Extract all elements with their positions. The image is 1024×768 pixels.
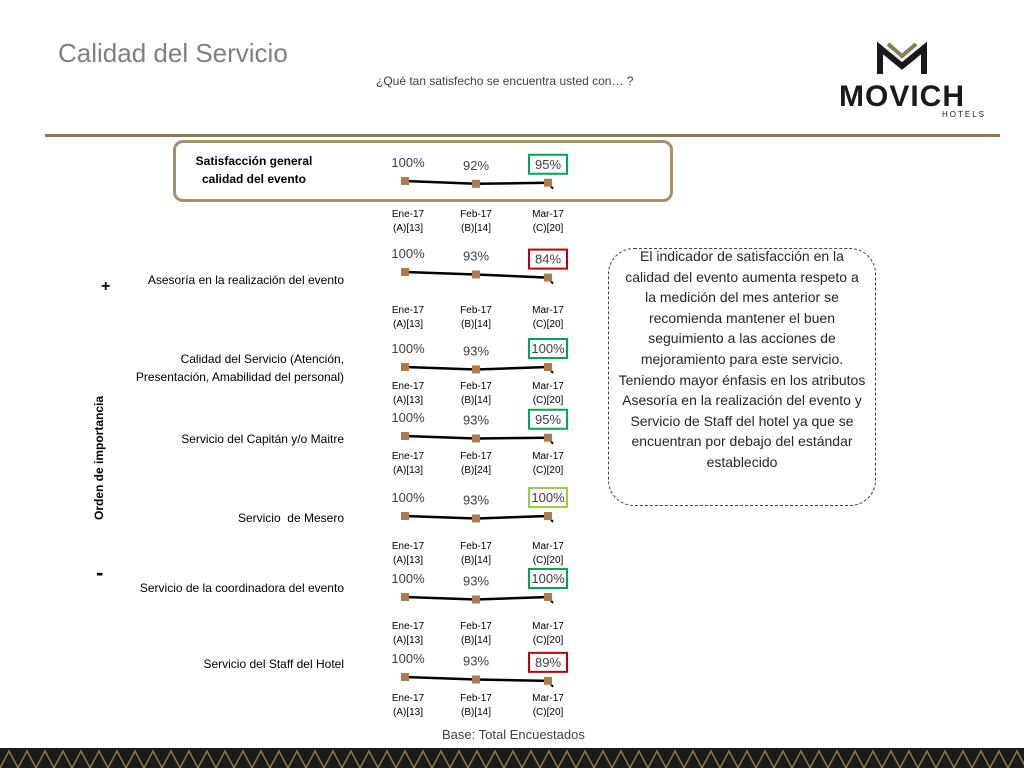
logo-subtitle: HOTELS [941, 110, 986, 119]
month-label: Ene-17 [391, 541, 425, 552]
data-point [401, 432, 409, 440]
data-point [544, 363, 552, 371]
base-label: (C)[20] [532, 707, 564, 718]
data-label: 93% [462, 492, 490, 508]
row-label-mesero: Servicio de Mesero [237, 511, 344, 525]
month-base-label [518, 540, 578, 568]
base-label: (B)[14] [460, 395, 491, 406]
data-point [401, 673, 409, 681]
month-base-label [518, 450, 578, 478]
month-base-label [518, 692, 578, 720]
data-point [544, 274, 552, 282]
data-label: 93% [462, 573, 490, 589]
month-base-label [378, 692, 438, 720]
month-base-label [518, 620, 578, 648]
decorative-bottom-band [0, 748, 1024, 768]
month-base-label [446, 208, 506, 236]
month-label: Mar-17 [532, 381, 564, 392]
month-base-label [518, 304, 578, 332]
data-label: 84% [534, 251, 562, 267]
base-label: (C)[20] [532, 465, 564, 476]
base-label: (B)[14] [460, 635, 491, 646]
base-label: (A)[13] [392, 635, 423, 646]
month-label: Mar-17 [532, 209, 564, 220]
data-label: 93% [462, 653, 490, 669]
importance-plus: + [101, 278, 111, 295]
data-point [401, 512, 409, 520]
data-label: 93% [462, 412, 490, 428]
month-label: Ene-17 [391, 693, 425, 704]
month-base-label [378, 304, 438, 332]
data-label: 95% [534, 156, 562, 172]
data-point [472, 180, 480, 188]
month-label: Mar-17 [532, 305, 564, 316]
month-label: Mar-17 [532, 621, 564, 632]
month-label: Ene-17 [391, 621, 425, 632]
base-label: (B)[14] [460, 555, 491, 566]
row-label-overall: Satisfacción general calidad del evento [195, 154, 313, 186]
base-label: (C)[20] [532, 555, 564, 566]
logo-name: MOVICH [839, 80, 965, 113]
data-label: 100% [391, 651, 425, 666]
data-label: 100% [391, 490, 425, 505]
base-label: (C)[20] [532, 223, 564, 234]
data-label: 100% [391, 410, 425, 425]
month-label: Ene-17 [391, 381, 425, 392]
month-label: Feb-17 [460, 305, 492, 316]
data-label: 89% [534, 654, 562, 670]
month-base-label [378, 620, 438, 648]
data-point [472, 595, 480, 603]
data-point [401, 593, 409, 601]
data-point [472, 514, 480, 522]
data-point [472, 365, 480, 373]
data-point [544, 179, 552, 187]
month-label: Feb-17 [460, 621, 492, 632]
month-base-label [378, 380, 438, 408]
month-label: Ene-17 [391, 305, 425, 316]
month-base-label [446, 692, 506, 720]
base-label: (A)[13] [392, 707, 423, 718]
data-label: 92% [462, 157, 490, 173]
data-label: 93% [462, 248, 490, 264]
month-label: Feb-17 [460, 541, 492, 552]
importance-minus: - [96, 560, 104, 585]
data-label: 100% [531, 571, 565, 586]
month-base-label [446, 620, 506, 648]
data-point [544, 677, 552, 685]
data-point [472, 434, 480, 442]
month-label: Feb-17 [460, 693, 492, 704]
base-label: (C)[20] [532, 319, 564, 330]
base-label: (C)[20] [532, 395, 564, 406]
data-label: 100% [531, 490, 565, 505]
data-label: 95% [534, 411, 562, 427]
month-base-label [446, 540, 506, 568]
question-subtitle: ¿Qué tan satisfecho se encuentra usted con… ? [376, 74, 634, 88]
row-label-calidad: Calidad del Servicio (Atención, Presentación, Amabilidad del personal) [135, 352, 344, 384]
month-label: Mar-17 [532, 451, 564, 462]
page-title: Calidad del Servicio [58, 38, 288, 68]
month-label: Ene-17 [391, 451, 425, 462]
month-base-label [378, 450, 438, 478]
data-label: 100% [391, 155, 425, 170]
month-label: Mar-17 [532, 693, 564, 704]
month-base-label [518, 380, 578, 408]
data-point [472, 270, 480, 278]
base-label: (A)[13] [392, 555, 423, 566]
month-base-label [446, 380, 506, 408]
row-label-staff: Servicio del Staff del Hotel [203, 657, 344, 671]
recommendation-note-text: El indicador de satisfacción en la calidad del evento aumenta respeto a la medición del mes anterior se recomienda mantener el buen seguimiento a las acciones de mejoramiento para este servicio. Teniendo mayor énfasis en los atributos Asesoría en la realización del evento y Servicio de Staff del hotel ya que se encuentran por debajo del estándar establecido [618, 248, 866, 470]
month-base-label [518, 208, 578, 236]
base-label: (C)[20] [532, 635, 564, 646]
data-label: 100% [391, 341, 425, 356]
base-footnote: Base: Total Encuestados [442, 727, 585, 742]
importance-axis-label: Orden de importancia [92, 395, 106, 520]
month-base-label [378, 540, 438, 568]
base-label: (A)[13] [392, 319, 423, 330]
data-label: 100% [531, 341, 565, 356]
data-point [544, 593, 552, 601]
base-label: (A)[13] [392, 223, 423, 234]
base-label: (B)[24] [460, 465, 491, 476]
data-point [472, 675, 480, 683]
data-point [401, 363, 409, 371]
month-label: Feb-17 [460, 209, 492, 220]
month-label: Feb-17 [460, 451, 492, 462]
row-label-coordinadora: Servicio de la coordinadora del evento [139, 581, 344, 595]
base-label: (A)[13] [392, 465, 423, 476]
month-base-label [378, 208, 438, 236]
base-label: (B)[14] [460, 223, 491, 234]
month-label: Mar-17 [532, 541, 564, 552]
data-point [401, 177, 409, 185]
base-label: (B)[14] [460, 319, 491, 330]
month-base-label [446, 450, 506, 478]
month-label: Ene-17 [391, 209, 425, 220]
base-label: (B)[14] [460, 707, 491, 718]
data-label: 93% [462, 343, 490, 359]
data-point [544, 512, 552, 520]
month-base-label [446, 304, 506, 332]
row-label-asesoria: Asesoría en la realización del evento [147, 273, 344, 287]
row-label-capitan: Servicio del Capitán y/o Maitre [181, 432, 344, 446]
data-point [401, 268, 409, 276]
base-label: (A)[13] [392, 395, 423, 406]
month-label: Feb-17 [460, 381, 492, 392]
data-label: 100% [391, 246, 425, 261]
data-label: 100% [391, 571, 425, 586]
data-point [544, 434, 552, 442]
